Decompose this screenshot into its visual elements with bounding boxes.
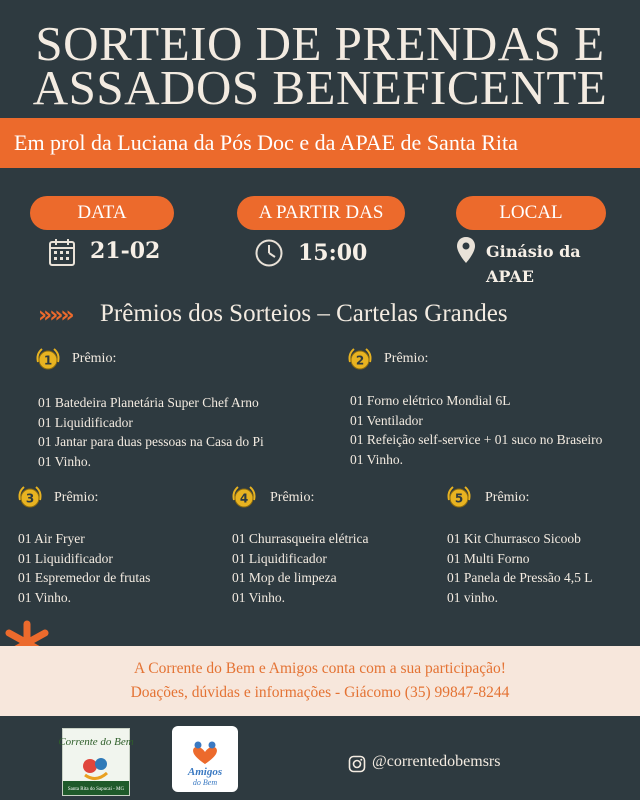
footer-line-1: A Corrente do Bem e Amigos conta com a sua participação! (134, 660, 506, 677)
date-label-pill: DATA (30, 196, 174, 230)
prize-5-items (447, 529, 592, 607)
prize-5-label: Prêmio: (485, 490, 530, 505)
time-value: 15:00 (298, 240, 368, 266)
prize-item: 01 Air Fryer (18, 531, 85, 546)
prize-4-items (232, 529, 368, 607)
prize-item: 01 Liquidificador (232, 550, 327, 566)
medal-4-icon (230, 484, 258, 512)
instagram-icon (348, 755, 366, 773)
time-label-pill: A PARTIR DAS (237, 196, 405, 230)
medal-1-icon (34, 346, 62, 374)
calendar-icon (48, 237, 76, 267)
place-value-line-2: APAE (486, 267, 534, 286)
prize-item: 01 Liquidificador (38, 414, 133, 430)
prize-item: 01 Liquidificador (18, 550, 113, 566)
place-value-line-1: Ginásio da (486, 242, 581, 261)
svg-text:Corrente do Bem: Corrente do Bem (58, 736, 134, 748)
prize-item: 01 Jantar para duas pessoas na Casa do Pi (38, 434, 264, 449)
corrente-do-bem-logo (58, 728, 134, 796)
medal-5-number: 5 (454, 491, 464, 506)
instagram-handle[interactable]: @correntedobemsrs (372, 753, 501, 770)
subtitle-text: Em prol da Luciana da Pós Doc e da APAE de Santa Rita (14, 130, 518, 155)
footer-band (0, 646, 640, 716)
title-line-2: ASSADOS BENEFICENTE (32, 60, 608, 115)
prize-item: 01 Panela de Pressão 4,5 L (447, 570, 593, 585)
medal-1-number: 1 (43, 353, 53, 368)
prize-item: 01 Vinho. (232, 589, 285, 605)
svg-text:do Bem: do Bem (192, 778, 218, 787)
prize-1-label: Prêmio: (72, 351, 117, 366)
clock-icon (254, 238, 284, 268)
medal-5-icon (445, 484, 473, 512)
medal-2-number: 2 (355, 353, 365, 368)
medal-3-icon (16, 484, 44, 512)
amigos-do-bem-logo (172, 726, 238, 792)
prize-item: 01 Mop de limpeza (232, 570, 337, 585)
prize-item: 01 Vinho. (350, 451, 403, 467)
prize-item: 01 Churrasqueira elétrica (232, 531, 369, 546)
place-label-pill: LOCAL (456, 196, 606, 230)
prize-item: 01 Forno elétrico Mondial 6L (350, 393, 511, 408)
prize-2-items (350, 391, 602, 469)
svg-text:Santa Rita do Sapucaí - MG: Santa Rita do Sapucaí - MG (67, 787, 125, 792)
prize-item: 01 Espremedor de frutas (18, 570, 151, 585)
medal-2-icon (346, 346, 374, 374)
prize-item: 01 Kit Churrasco Sicoob (447, 531, 581, 546)
medal-4-number: 4 (239, 491, 249, 506)
svg-text:Amigos: Amigos (187, 766, 223, 778)
prize-4-label: Prêmio: (270, 490, 315, 505)
date-value: 21-02 (90, 238, 161, 264)
prize-item: 01 Multi Forno (447, 550, 530, 566)
prize-item: 01 Batedeira Planetária Super Chef Arno (38, 395, 259, 410)
prize-3-label: Prêmio: (54, 490, 99, 505)
prize-item: 01 Refeição self-service + 01 suco no Braseiro (350, 432, 603, 447)
footer-line-2: Doações, dúvidas e informações - Giácomo (35) 99847-8244 (130, 684, 510, 701)
prize-1-items (38, 393, 264, 471)
prize-item: 01 vinho. (447, 589, 499, 605)
section-title: Prêmios dos Sorteios – Cartelas Grandes (100, 300, 508, 327)
medal-3-number: 3 (25, 491, 35, 506)
subtitle-banner (0, 118, 640, 168)
prize-item: 01 Ventilador (350, 412, 423, 428)
prize-2-label: Prêmio: (384, 351, 429, 366)
prize-item: 01 Vinho. (38, 453, 91, 469)
section-arrows-icon: »»» (38, 303, 72, 328)
prize-3-items (18, 529, 150, 607)
prize-item: 01 Vinho. (18, 589, 71, 605)
location-pin-icon (456, 236, 476, 264)
title-line-1: SORTEIO DE PRENDAS E (35, 16, 605, 71)
